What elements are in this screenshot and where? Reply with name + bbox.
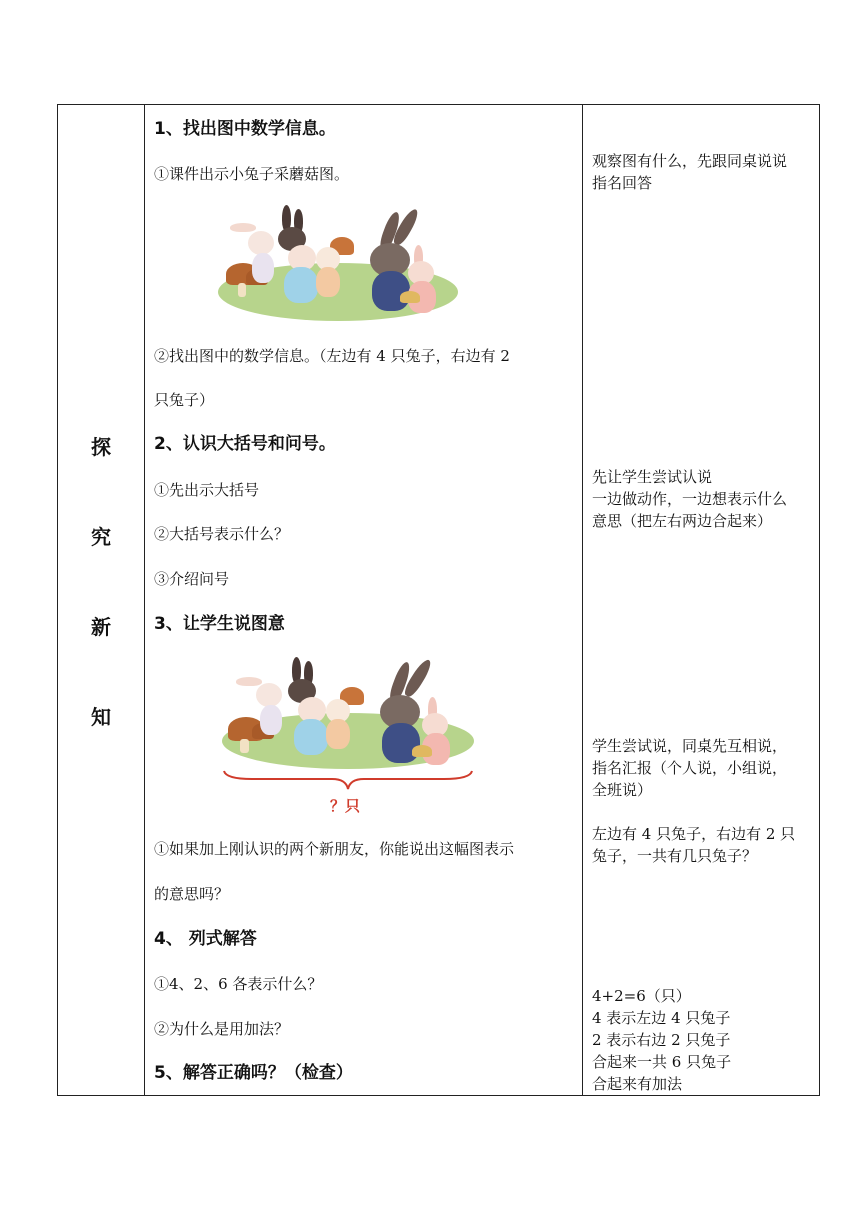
step-2-item-c: ③介绍问号 <box>154 570 230 588</box>
lesson-table <box>57 104 820 1096</box>
step-4-item-b: ②为什么是用加法？ <box>154 1020 290 1038</box>
side-label-char-2: 究 <box>91 525 111 549</box>
step-1-item-b-line-1: ②找出图中的数学信息。（左边有 4 只兔子，右边有 2 <box>154 347 510 365</box>
note-3-line-1: 学生尝试说，同桌先互相说， <box>592 737 788 755</box>
column-divider-left <box>144 105 145 1095</box>
note-3-line-2: 指名汇报（个人说，小组说， <box>592 759 788 777</box>
column-divider-right <box>582 105 583 1095</box>
step-1-item-b-line-2: 只兔子） <box>154 391 215 409</box>
side-label-char-3: 新 <box>91 615 111 639</box>
note-3-line-5: 兔子，一共有几只兔子？ <box>592 847 758 865</box>
question-count-label: ？只 <box>330 797 361 815</box>
note-4-line-1: 4+2=6（只） <box>592 987 691 1005</box>
note-4-line-4: 合起来一共 6 只兔子 <box>592 1053 732 1071</box>
step-3-item-a-line-2: 的意思吗？ <box>154 885 230 903</box>
step-2-heading: 2、认识大括号和问号。 <box>154 434 336 454</box>
note-4-line-2: 4 表示左边 4 只兔子 <box>592 1009 731 1027</box>
step-2-item-b: ②大括号表示什么？ <box>154 525 290 543</box>
step-4-item-a: ①4、2、6 各表示什么？ <box>154 975 323 993</box>
step-3-heading: 3、让学生说图意 <box>154 614 285 634</box>
step-2-item-a: ①先出示大括号 <box>154 481 260 499</box>
note-4-line-5: 合起来有加法 <box>592 1075 683 1093</box>
step-1-heading: 1、找出图中数学信息。 <box>154 119 336 139</box>
side-label-char-1: 探 <box>91 435 111 459</box>
step-3-item-a-line-1: ①如果加上刚认识的两个新朋友，你能说出这幅图表示 <box>154 840 515 858</box>
curly-brace-icon <box>222 769 474 795</box>
note-3-line-4: 左边有 4 只兔子，右边有 2 只 <box>592 825 796 843</box>
rabbits-picking-mushrooms-illustration <box>218 205 458 323</box>
rabbits-scene-with-brace-illustration <box>222 657 474 769</box>
note-2-line-2: 一边做动作，一边想表示什么 <box>592 490 788 508</box>
side-label-char-4: 知 <box>91 705 111 729</box>
note-1-line-2: 指名回答 <box>592 174 653 192</box>
note-2-line-3: 意思（把左右两边合起来） <box>592 512 773 530</box>
note-1-line-1: 观察图有什么，先跟同桌说说 <box>592 152 788 170</box>
note-4-line-3: 2 表示右边 2 只兔子 <box>592 1031 731 1049</box>
note-3-line-3: 全班说） <box>592 781 653 799</box>
step-4-heading: 4、 列式解答 <box>154 929 257 949</box>
note-2-line-1: 先让学生尝试认说 <box>592 468 713 486</box>
step-1-item-a: ①课件出示小兔子采蘑菇图。 <box>154 165 350 183</box>
step-5-heading: 5、解答正确吗？（检查） <box>154 1063 353 1083</box>
